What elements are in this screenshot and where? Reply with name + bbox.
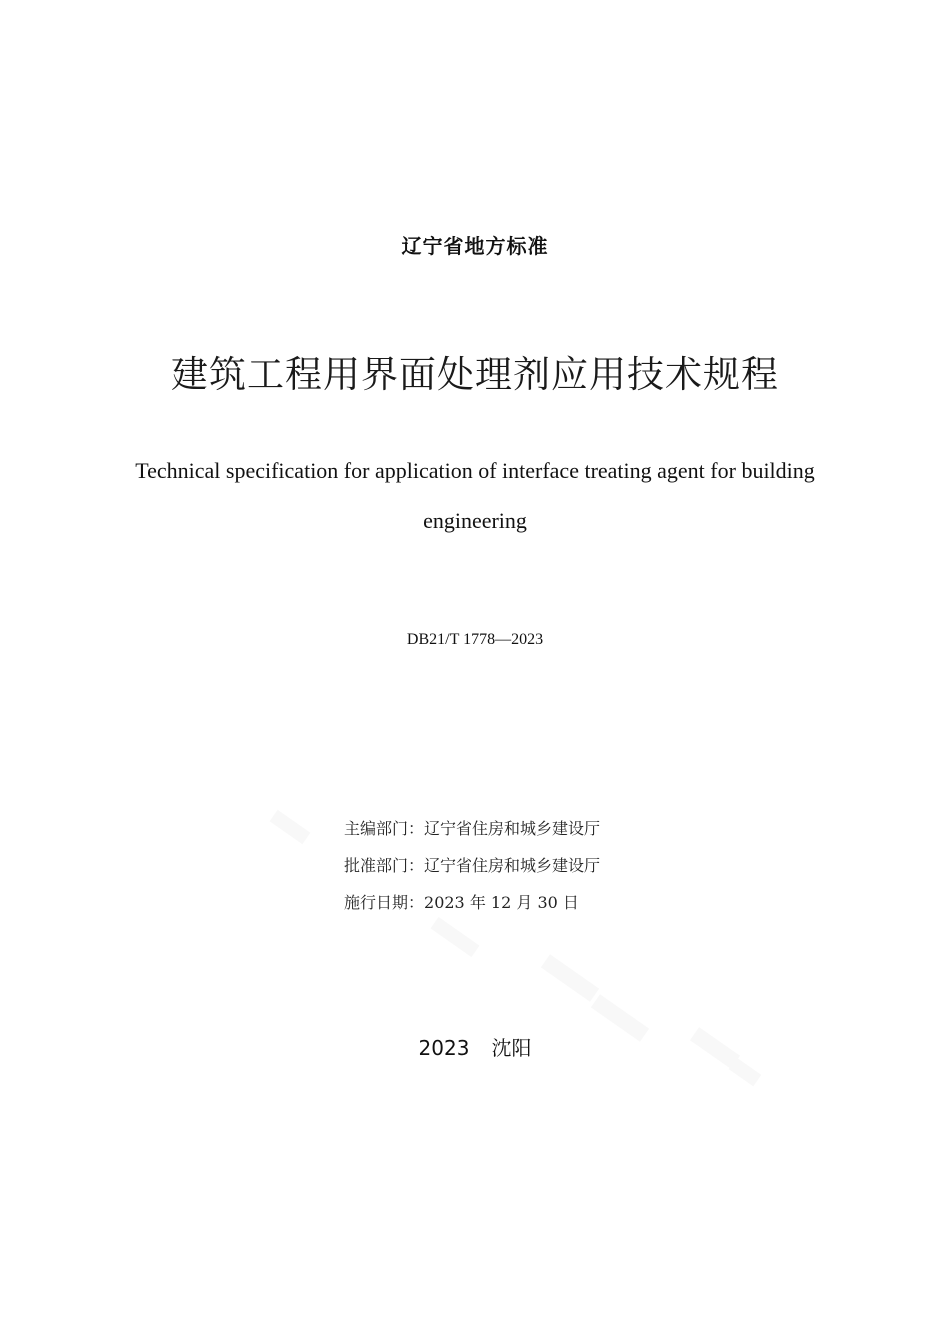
standard-number: DB21/T 1778—2023 (406, 631, 544, 648)
editor-department-label: 主编部门： (344, 819, 425, 838)
editor-department-row (344, 816, 600, 839)
publication-city: 沈阳 (491, 1036, 532, 1060)
faint-watermark (260, 790, 780, 1120)
standard-category: 辽宁省地方标准 (401, 234, 549, 258)
approver-department-value: 辽宁省住房和城乡建设厅 (424, 856, 601, 875)
publication-year: 2023 (418, 1036, 470, 1060)
document-title-chinese: 建筑工程用界面处理剂应用技术规程 (171, 353, 779, 396)
approver-department-label: 批准部门： (344, 856, 425, 875)
document-title-english-line1: Technical specification for application of interface treating agent for building (135, 458, 815, 483)
effective-date-value: 2023 年 12 月 30 日 (424, 893, 579, 912)
approver-department-row (344, 853, 600, 876)
editor-department-value: 辽宁省住房和城乡建设厅 (424, 819, 601, 838)
effective-date-row (344, 890, 579, 913)
document-title-english-line2: engineering (423, 508, 527, 533)
effective-date-label: 施行日期： (344, 893, 425, 912)
publication-footer (0, 1032, 950, 1061)
